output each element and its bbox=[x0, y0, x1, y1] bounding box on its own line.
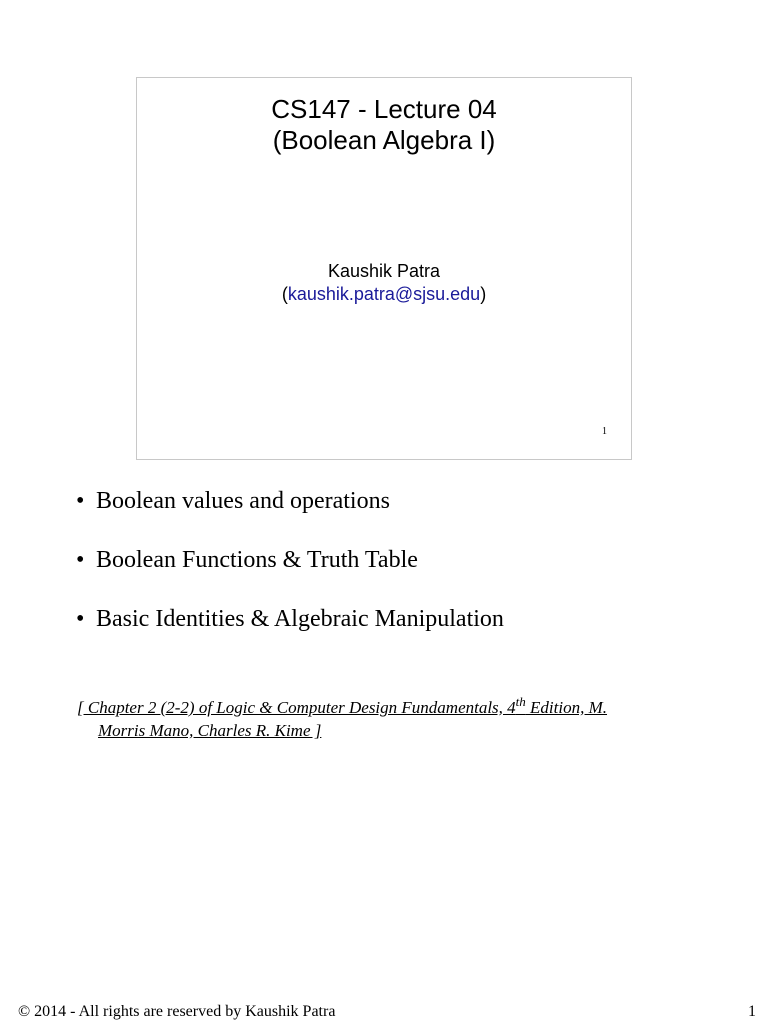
reference-line2: Morris Mano, Charles R. Kime ] bbox=[98, 721, 322, 740]
topic-list bbox=[76, 486, 504, 663]
bullet-icon: • bbox=[76, 488, 85, 514]
topic-item bbox=[76, 604, 504, 634]
footer-copyright: © 2014 - All rights are reserved by Kaushik Patra bbox=[18, 1003, 336, 1020]
slide-title bbox=[137, 94, 631, 156]
slide-thumbnail bbox=[136, 77, 632, 460]
textbook-reference bbox=[77, 696, 687, 742]
topic-text: Boolean Functions & Truth Table bbox=[96, 547, 418, 573]
topic-text: Basic Identities & Algebraic Manipulation bbox=[96, 606, 504, 632]
email-open-paren: ( bbox=[281, 284, 288, 304]
slide-page-number: 1 bbox=[602, 426, 607, 437]
bullet-icon: • bbox=[76, 606, 85, 632]
reference-part2: Edition, M. bbox=[525, 698, 608, 717]
topic-item bbox=[76, 545, 504, 575]
author-email-link[interactable]: kaushik.patra@sjsu.edu bbox=[287, 284, 481, 304]
footer-page-number: 1 bbox=[748, 1003, 756, 1020]
author-email-line bbox=[137, 283, 631, 306]
author-name: Kaushik Patra bbox=[327, 261, 441, 281]
reference-part1: [ Chapter 2 (2-2) of Logic & Computer Design Fundamentals, 4 bbox=[77, 698, 516, 717]
slide-title-line2: (Boolean Algebra I) bbox=[272, 125, 496, 155]
topic-text: Boolean values and operations bbox=[96, 488, 390, 514]
bullet-icon: • bbox=[76, 547, 85, 573]
reference-superscript: th bbox=[515, 694, 526, 709]
slide-title-line1: CS147 - Lecture 04 bbox=[271, 94, 497, 124]
topic-item bbox=[76, 486, 504, 516]
email-close-paren: ) bbox=[480, 284, 487, 304]
slide-author-block bbox=[137, 260, 631, 306]
